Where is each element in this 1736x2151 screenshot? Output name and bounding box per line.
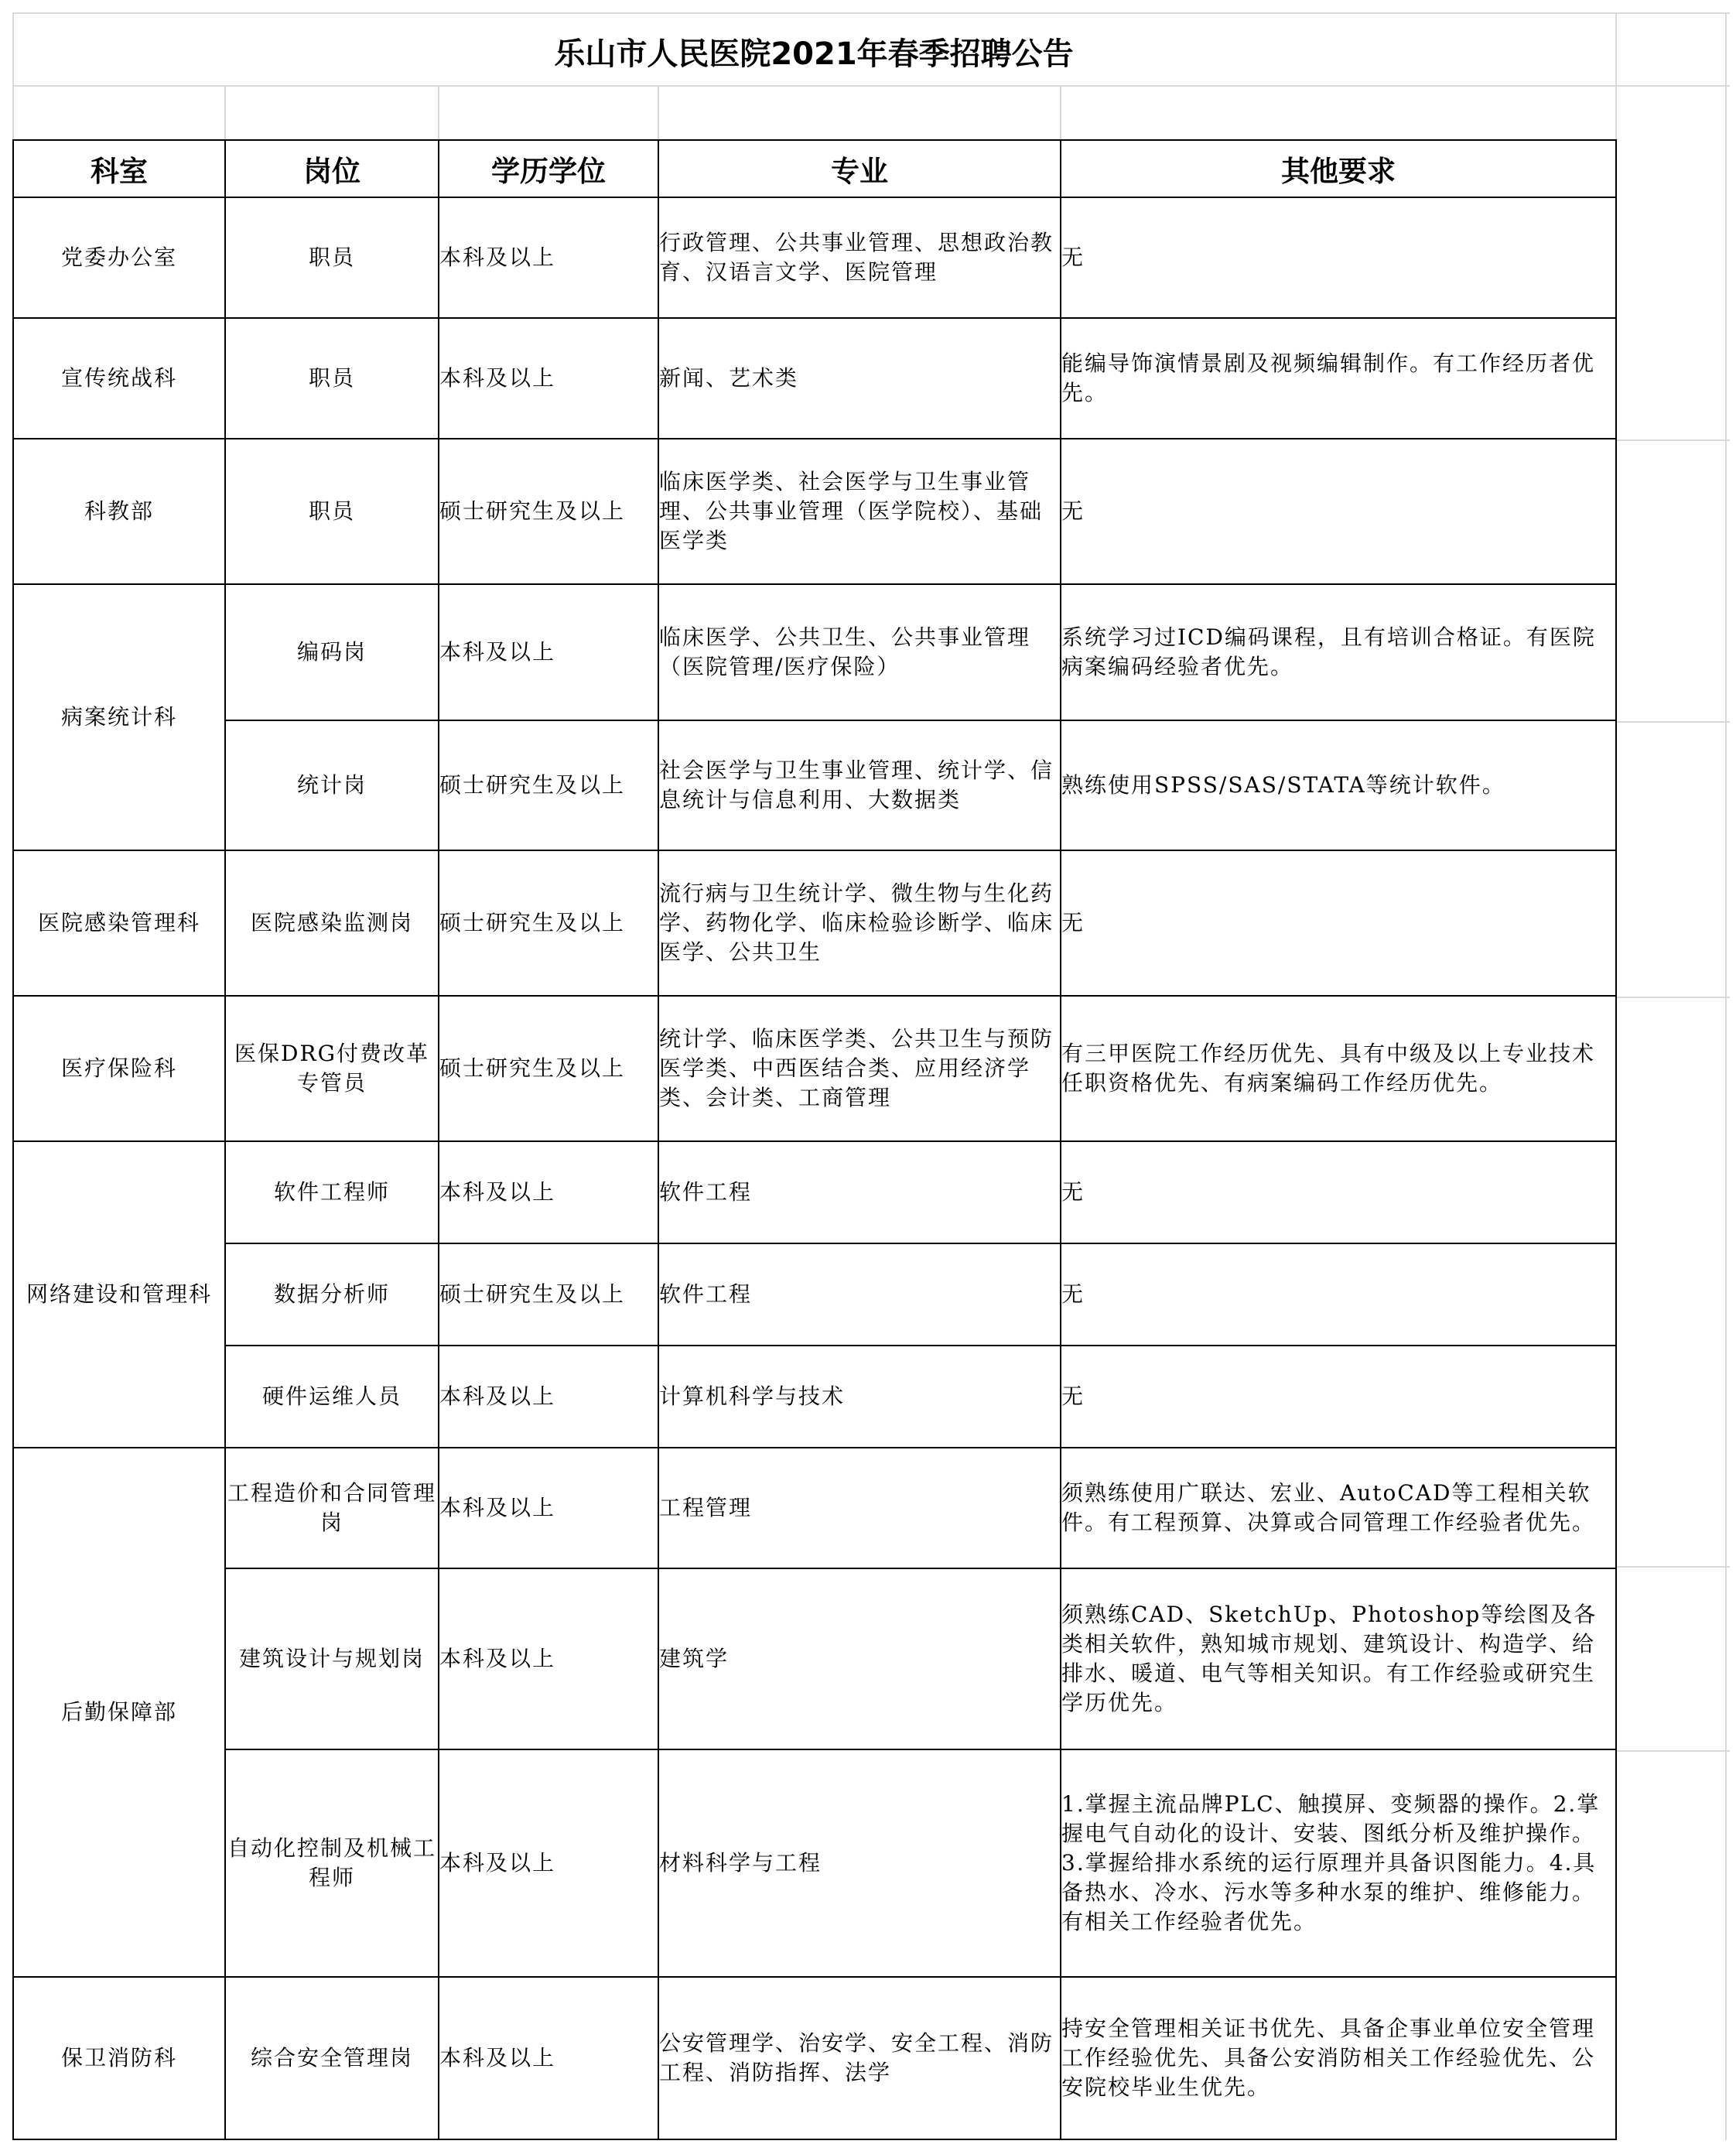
table-row — [13, 1977, 1616, 2139]
req-cell: 无 — [1061, 439, 1616, 584]
table-row — [13, 1568, 1616, 1749]
post-cell: 统计岗 — [225, 720, 439, 850]
table-row — [13, 1243, 1616, 1346]
edu-cell: 本科及以上 — [439, 1346, 658, 1448]
req-cell: 无 — [1061, 1243, 1616, 1346]
edu-cell: 本科及以上 — [439, 584, 658, 720]
post-cell: 建筑设计与规划岗 — [225, 1568, 439, 1749]
table-row — [13, 996, 1616, 1141]
post-cell: 医院感染监测岗 — [225, 850, 439, 996]
grid-line — [12, 85, 1730, 87]
edu-cell: 硕士研究生及以上 — [439, 1243, 658, 1346]
grid-line — [1615, 439, 1730, 441]
post-cell: 工程造价和合同管理岗 — [225, 1448, 439, 1568]
req-cell: 能编导饰演情景剧及视频编辑制作。有工作经历者优先。 — [1061, 318, 1616, 439]
dept-cell: 科教部 — [13, 439, 225, 584]
major-cell: 流行病与卫生统计学、微生物与生化药学、药物化学、临床检验诊断学、临床医学、公共卫生 — [658, 850, 1061, 996]
major-cell: 临床医学类、社会医学与卫生事业管理、公共事业管理（医学院校）、基础医学类 — [658, 439, 1061, 584]
major-cell: 临床医学、公共卫生、公共事业管理（医院管理/医疗保险） — [658, 584, 1061, 720]
table-row — [13, 197, 1616, 318]
page-title: 乐山市人民医院2021年春季招聘公告 — [554, 36, 1074, 72]
major-cell: 统计学、临床医学类、公共卫生与预防医学类、中西医结合类、应用经济学类、会计类、工商管理 — [658, 996, 1061, 1141]
edu-cell: 本科及以上 — [439, 1141, 658, 1243]
table-row — [13, 584, 1616, 720]
post-cell: 编码岗 — [225, 584, 439, 720]
edu-cell: 本科及以上 — [439, 1448, 658, 1568]
post-cell: 职员 — [225, 318, 439, 439]
recruitment-table — [12, 139, 1617, 2140]
dept-cell: 网络建设和管理科 — [13, 1141, 225, 1448]
req-cell: 持安全管理相关证书优先、具备企事业单位安全管理工作经验优先、具备公安消防相关工作经验优先、公安院校毕业生优先。 — [1061, 1977, 1616, 2139]
grid-line — [1615, 1750, 1730, 1752]
header-requirements: 其他要求 — [1061, 140, 1616, 197]
post-cell: 综合安全管理岗 — [225, 1977, 439, 2139]
post-cell: 医保DRG付费改革专管员 — [225, 996, 439, 1141]
req-cell: 无 — [1061, 1141, 1616, 1243]
header-major: 专业 — [658, 140, 1061, 197]
post-cell: 职员 — [225, 197, 439, 318]
post-cell: 自动化控制及机械工程师 — [225, 1749, 439, 1977]
grid-line — [438, 85, 439, 141]
post-cell: 软件工程师 — [225, 1141, 439, 1243]
dept-cell: 后勤保障部 — [13, 1448, 225, 1977]
grid-line — [224, 85, 226, 141]
req-cell: 有三甲医院工作经历优先、具有中级及以上专业技术任职资格优先、有病案编码工作经历优先。 — [1061, 996, 1616, 1141]
req-cell: 须熟练CAD、SketchUp、Photoshop等绘图及各类相关软件，熟知城市规划、建筑设计、构造学、给排水、暖道、电气等相关知识。有工作经验或研究生学历优先。 — [1061, 1568, 1616, 1749]
req-cell: 无 — [1061, 197, 1616, 318]
post-cell: 数据分析师 — [225, 1243, 439, 1346]
major-cell: 计算机科学与技术 — [658, 1346, 1061, 1448]
grid-line — [1615, 721, 1730, 723]
req-cell: 无 — [1061, 850, 1616, 996]
dept-cell: 宣传统战科 — [13, 318, 225, 439]
dept-cell: 医院感染管理科 — [13, 850, 225, 996]
header-post: 岗位 — [225, 140, 439, 197]
req-cell: 熟练使用SPSS/SAS/STATA等统计软件。 — [1061, 720, 1616, 850]
grid-line — [1615, 997, 1730, 998]
dept-cell: 保卫消防科 — [13, 1977, 225, 2139]
header-row — [13, 140, 1616, 197]
header-edu: 学历学位 — [439, 140, 658, 197]
major-cell: 公安管理学、治安学、安全工程、消防工程、消防指挥、法学 — [658, 1977, 1061, 2139]
edu-cell: 本科及以上 — [439, 1749, 658, 1977]
table-row — [13, 720, 1616, 850]
req-cell: 须熟练使用广联达、宏业、AutoCAD等工程相关软件。有工程预算、决算或合同管理工作经验者优先。 — [1061, 1448, 1616, 1568]
major-cell: 工程管理 — [658, 1448, 1061, 1568]
dept-cell: 医疗保险科 — [13, 996, 225, 1141]
post-cell: 职员 — [225, 439, 439, 584]
edu-cell: 本科及以上 — [439, 1568, 658, 1749]
major-cell: 软件工程 — [658, 1243, 1061, 1346]
edu-cell: 本科及以上 — [439, 318, 658, 439]
post-cell: 硬件运维人员 — [225, 1346, 439, 1448]
table-row — [13, 318, 1616, 439]
table-row — [13, 1448, 1616, 1568]
table-row — [13, 1346, 1616, 1448]
major-cell: 行政管理、公共事业管理、思想政治教育、汉语言文学、医院管理 — [658, 197, 1061, 318]
grid-line — [12, 12, 1730, 14]
req-cell: 1.掌握主流品牌PLC、触摸屏、变频器的操作。2.掌握电气自动化的设计、安装、图纸分析及维护操作。3.掌握给排水系统的运行原理并具备识图能力。4.具备热水、冷水、污水等多种水泵的维护、维修能力。有相关工作经验者优先。 — [1061, 1749, 1616, 1977]
dept-cell: 党委办公室 — [13, 197, 225, 318]
table-row — [13, 850, 1616, 996]
edu-cell: 硕士研究生及以上 — [439, 996, 658, 1141]
dept-cell: 病案统计科 — [13, 584, 225, 850]
major-cell: 新闻、艺术类 — [658, 318, 1061, 439]
edu-cell: 硕士研究生及以上 — [439, 850, 658, 996]
major-cell: 材料科学与工程 — [658, 1749, 1061, 1977]
req-cell: 系统学习过ICD编码课程，且有培训合格证。有医院病案编码经验者优先。 — [1061, 584, 1616, 720]
grid-line — [1725, 12, 1727, 2140]
table-row — [13, 439, 1616, 584]
major-cell: 建筑学 — [658, 1568, 1061, 1749]
table-row — [13, 1749, 1616, 1977]
edu-cell: 硕士研究生及以上 — [439, 720, 658, 850]
edu-cell: 本科及以上 — [439, 197, 658, 318]
req-cell: 无 — [1061, 1346, 1616, 1448]
edu-cell: 硕士研究生及以上 — [439, 439, 658, 584]
major-cell: 社会医学与卫生事业管理、统计学、信息统计与信息利用、大数据类 — [658, 720, 1061, 850]
edu-cell: 本科及以上 — [439, 1977, 658, 2139]
grid-line — [1615, 1566, 1730, 1568]
grid-line — [1060, 85, 1061, 141]
grid-line — [658, 85, 659, 141]
major-cell: 软件工程 — [658, 1141, 1061, 1243]
table-row — [13, 1141, 1616, 1243]
header-dept: 科室 — [13, 140, 225, 197]
